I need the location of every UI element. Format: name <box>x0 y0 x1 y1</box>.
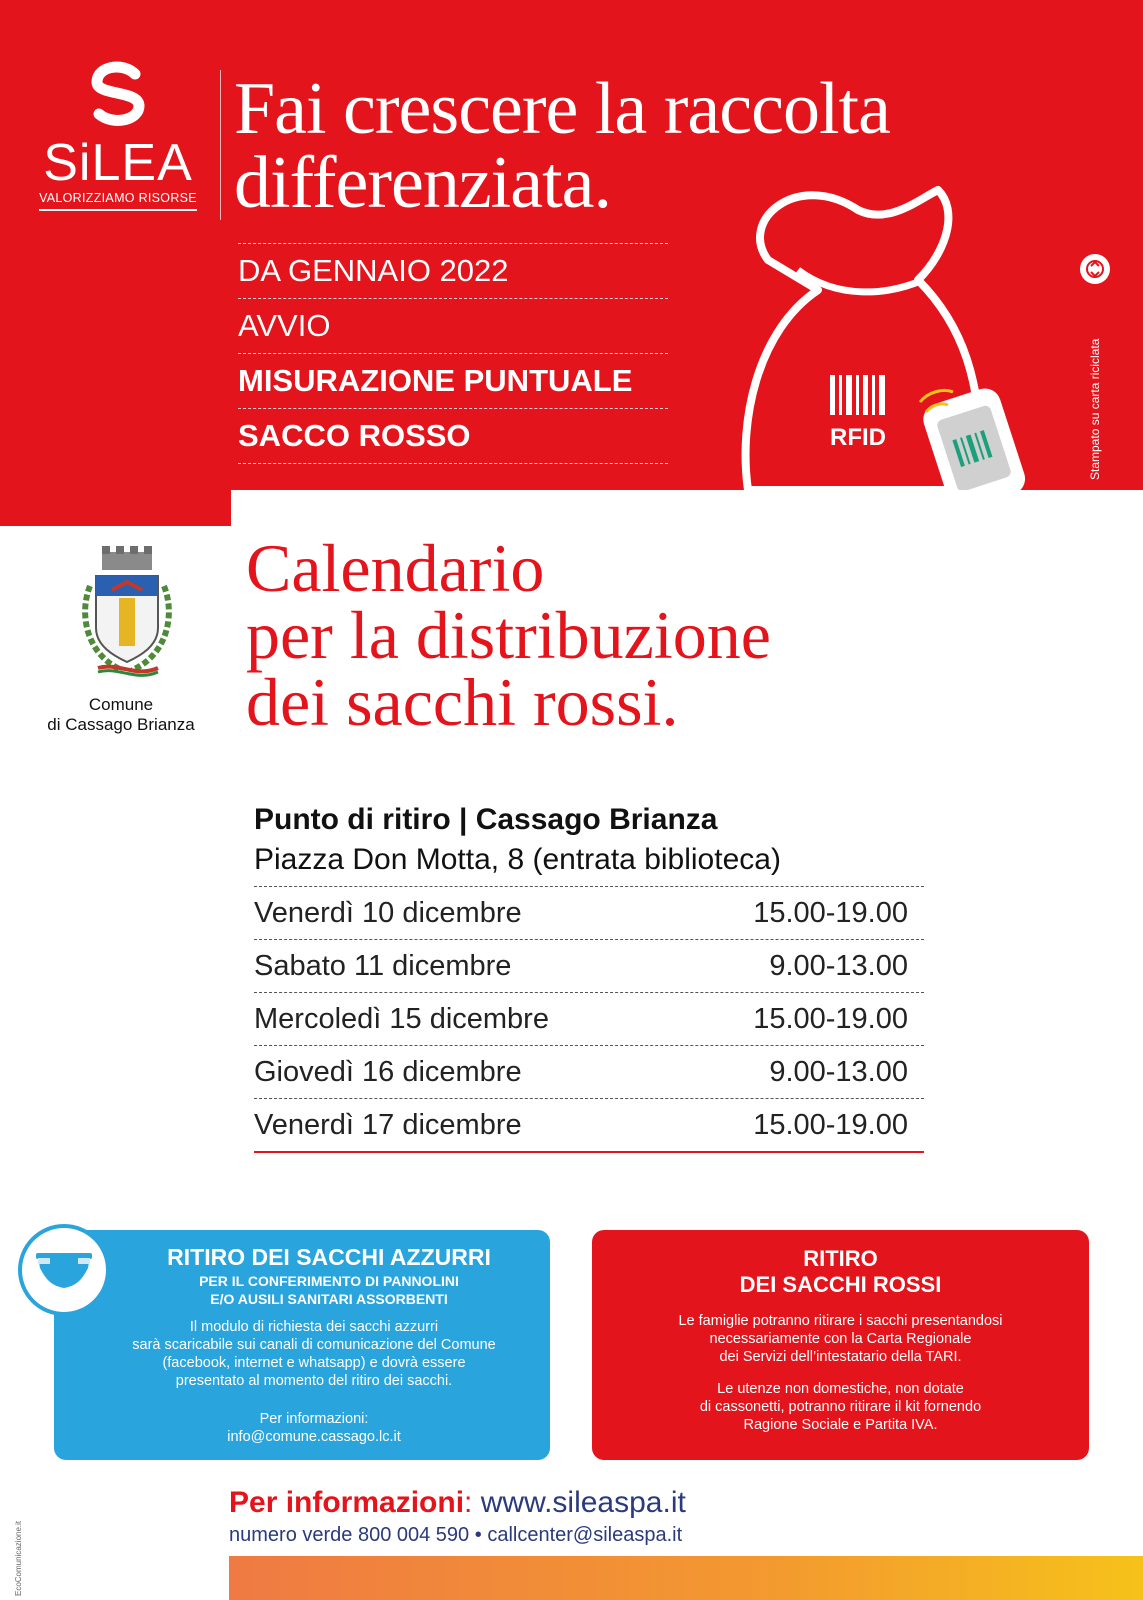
schedule-hours: 15.00-19.00 <box>753 1003 908 1035</box>
rfid-bag-illustration <box>738 180 1028 490</box>
diaper-glyph-icon <box>22 1228 106 1312</box>
red-box-title-line-2: DEI SACCHI ROSSI <box>739 1272 942 1297</box>
logo-name: SiLEA <box>43 134 193 192</box>
launch-info <box>238 243 668 464</box>
blue-box-subtitle-line-1: PER IL CONFERIMENTO DI PANNOLINI <box>199 1273 459 1289</box>
schedule-row <box>254 887 924 940</box>
hero-banner-extension <box>0 490 231 526</box>
separator-bullet: • <box>474 1524 482 1546</box>
blue-box-body-line-4: presentato al momento del ritiro dei sacchi. <box>175 1373 453 1389</box>
red-box-paragraph-2 <box>612 1380 1069 1434</box>
red-box-paragraph-1 <box>612 1312 1069 1366</box>
callcenter-email[interactable]: callcenter@sileaspa.it <box>487 1524 683 1546</box>
red-box-p2-line-3: Ragione Sociale e Partita IVA. <box>743 1417 938 1433</box>
schedule-day: Mercoledì 15 dicembre <box>254 1003 549 1035</box>
schedule-day: Giovedì 16 dicembre <box>254 1056 522 1088</box>
footer-info-label: Per informazioni <box>229 1486 465 1519</box>
red-box-p2-line-2: di cassonetti, potranno ritirare il kit fornendo <box>699 1399 982 1415</box>
red-box-p1-line-2: necessariamente con la Carta Regionale <box>709 1331 972 1347</box>
blue-box-body-line-1: Il modulo di richiesta dei sacchi azzurri <box>189 1319 439 1335</box>
schedule-row <box>254 1046 924 1099</box>
schedule-day: Venerdì 17 dicembre <box>254 1109 522 1141</box>
launch-measurement: MISURAZIONE PUNTUALE <box>238 353 668 408</box>
diaper-icon <box>18 1224 110 1316</box>
blue-bags-info-box <box>54 1230 550 1460</box>
agency-credit: EcoComunicazione.it <box>14 1520 23 1596</box>
schedule-day: Venerdì 10 dicembre <box>254 897 522 929</box>
red-box-title <box>592 1246 1089 1298</box>
footer-contacts <box>229 1524 682 1547</box>
calendar-title-line-1: Calendario <box>246 530 545 606</box>
recycle-seal-icon <box>1078 252 1112 286</box>
schedule-hours: 9.00-13.00 <box>769 950 908 982</box>
launch-start: AVVIO <box>238 298 668 353</box>
pickup-point-title: Punto di ritiro | Cassago Brianza <box>254 803 718 836</box>
blue-box-subtitle <box>114 1272 544 1308</box>
blue-box-email[interactable]: info@comune.cassago.lc.it <box>227 1429 401 1445</box>
municipality-name <box>16 695 226 735</box>
footer-info <box>229 1486 686 1520</box>
red-box-p1-line-1: Le famiglie potranno ritirare i sacchi presentandosi <box>678 1313 1003 1329</box>
silea-swirl-icon <box>83 60 153 126</box>
silea-logo <box>28 60 208 220</box>
schedule-row <box>254 993 924 1046</box>
logo-tagline: VALORIZZIAMO RISORSE <box>39 191 197 211</box>
calendar-title <box>246 530 771 740</box>
blue-box-subtitle-line-2: E/O AUSILI SANITARI ASSORBENTI <box>210 1291 448 1307</box>
rfid-label: RFID <box>830 424 886 451</box>
blue-box-title: RITIRO DEI SACCHI AZZURRI <box>167 1244 491 1270</box>
headline-line-1: Fai crescere la raccolta <box>234 68 890 150</box>
distribution-schedule <box>254 800 924 1153</box>
blue-box-body-line-3: (facebook, internet e whatsapp) e dovrà essere <box>162 1355 466 1371</box>
municipality-line-2: di Cassago Brianza <box>47 715 195 734</box>
barcode-icon <box>830 375 885 415</box>
red-box-title-line-1: RITIRO <box>803 1246 878 1271</box>
header-divider <box>220 70 221 220</box>
municipality-line-1: Comune <box>88 695 154 714</box>
website-link[interactable]: www.sileaspa.it <box>480 1486 686 1519</box>
schedule-row <box>254 940 924 993</box>
schedule-day: Sabato 11 dicembre <box>254 950 512 982</box>
red-bags-info-box <box>592 1230 1089 1460</box>
pickup-point-address: Piazza Don Motta, 8 (entrata biblioteca) <box>254 840 924 887</box>
scanner-icon <box>919 384 1028 490</box>
toll-free-number: numero verde 800 004 590 <box>229 1524 470 1546</box>
schedule-hours: 9.00-13.00 <box>769 1056 908 1088</box>
blue-box-contact <box>94 1410 534 1446</box>
headline-line-2: differenziata. <box>234 142 611 224</box>
recycled-paper-note: Stampato su carta riciclata <box>1088 338 1102 480</box>
schedule-row <box>254 1099 924 1153</box>
calendar-title-line-2: per la distribuzione <box>246 597 771 673</box>
schedule-hours: 15.00-19.00 <box>753 897 908 929</box>
schedule-hours: 15.00-19.00 <box>753 1109 908 1141</box>
launch-red-bag: SACCO ROSSO <box>238 408 668 464</box>
red-box-p2-line-1: Le utenze non domestiche, non dotate <box>717 1381 964 1397</box>
blue-box-body <box>94 1318 534 1390</box>
blue-box-info-label: Per informazioni: <box>259 1411 369 1427</box>
calendar-title-line-3: dei sacchi rossi. <box>246 664 679 740</box>
municipality-crest <box>78 546 176 680</box>
red-box-p1-line-3: dei Servizi dell’intestatario della TARI. <box>719 1349 962 1365</box>
footer-info-colon: : <box>464 1486 473 1519</box>
footer-gradient-bar <box>229 1556 1143 1600</box>
launch-date: DA GENNAIO 2022 <box>238 243 668 298</box>
blue-box-body-line-2: sarà scaricabile sui canali di comunicazione del Comune <box>132 1337 496 1353</box>
